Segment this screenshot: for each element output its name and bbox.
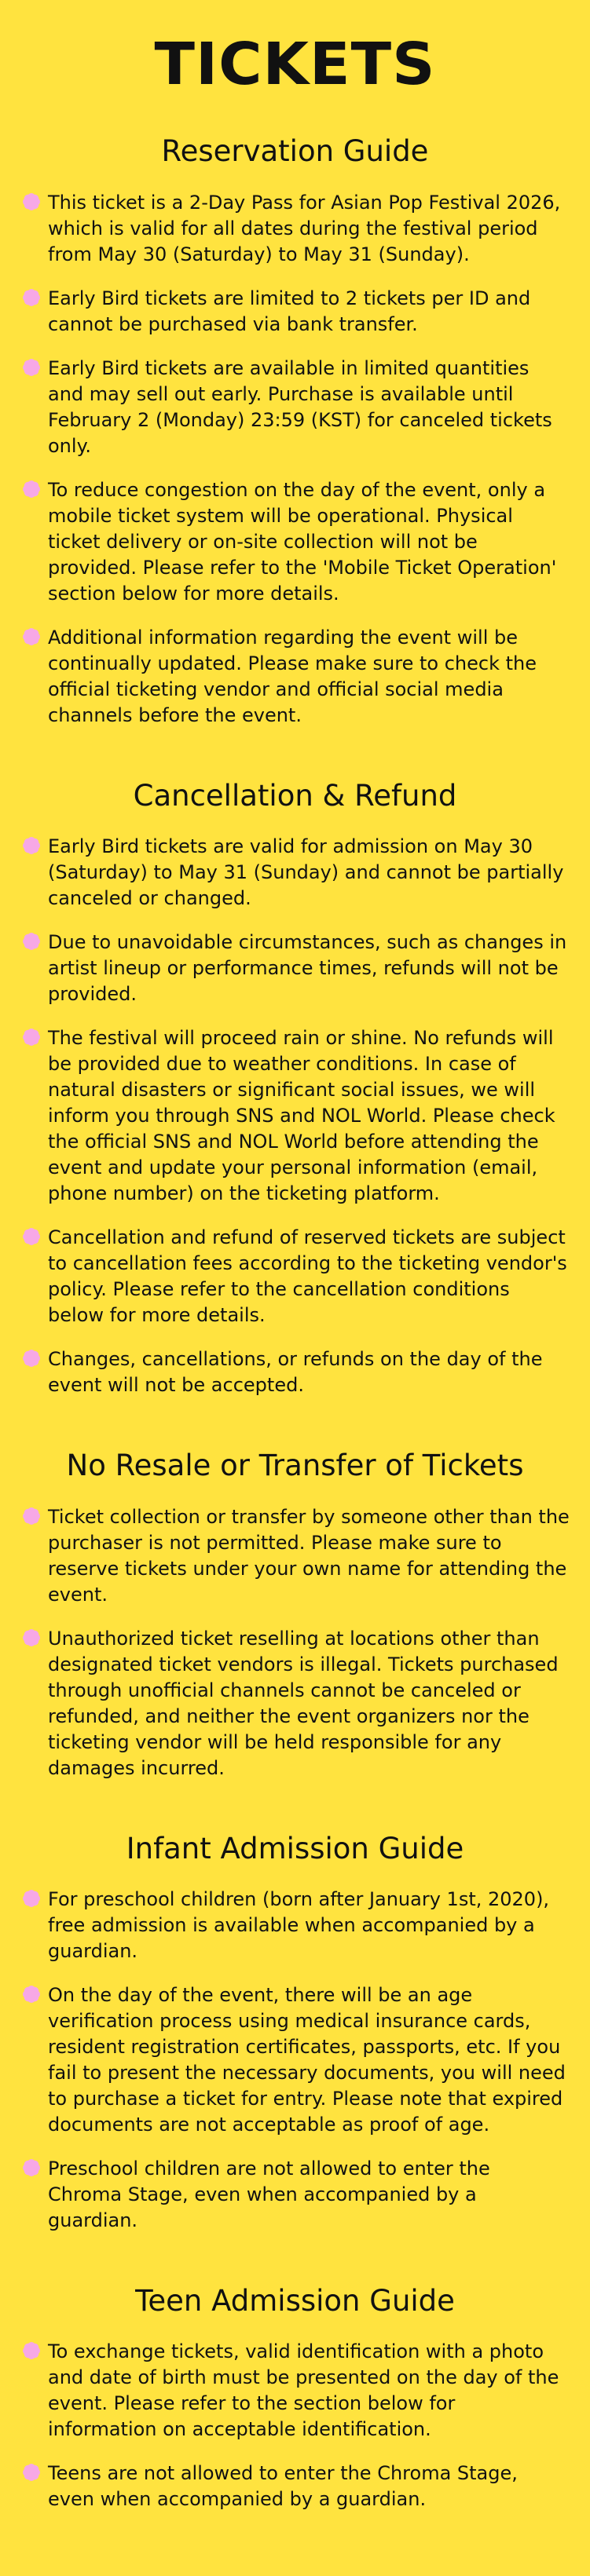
section-3: [20, 1449, 570, 1781]
list-item-text: Cancellation and refund of reserved tickets are subject to cancellation fees according to the ticketing vendor's policy. Please refer to the cancellation conditions below for more details.: [48, 1226, 567, 1327]
pink-flower-bullet-icon: [20, 835, 46, 860]
list-item: [20, 2339, 570, 2443]
list-item: [20, 1626, 570, 1781]
list-item-text: To exchange tickets, valid identification with a photo and date of birth must be presented on the day of the event. Please refer to the section below for information on acceptable identification.: [48, 2340, 559, 2441]
pink-flower-bullet-icon: [20, 287, 46, 312]
list-item-text: This ticket is a 2-Day Pass for Asian Pop Festival 2026, which is valid for all dates during the festival period from May 30 (Saturday) to May 31 (Sunday).: [48, 191, 561, 265]
list-item-text: Changes, cancellations, or refunds on the day of the event will not be accepted.: [48, 1348, 543, 1397]
list-item: [20, 190, 570, 268]
bullet-list: [20, 1887, 570, 2234]
list-item: [20, 1982, 570, 2138]
bullet-list: [20, 2339, 570, 2512]
list-item-text: Teens are not allowed to enter the Chroma Stage, even when accompanied by a guardian.: [48, 2462, 518, 2511]
bullet-list: [20, 1504, 570, 1781]
list-item-text: Early Bird tickets are limited to 2 tickets per ID and cannot be purchased via bank transfer.: [48, 287, 531, 335]
list-item: [20, 1025, 570, 1207]
section-title: Reservation Guide: [161, 134, 429, 169]
bullet-list: [20, 834, 570, 1398]
section-2: [20, 779, 570, 1398]
pink-flower-bullet-icon: [20, 1226, 46, 1251]
list-item: [20, 625, 570, 729]
page-title: TICKETS: [154, 31, 436, 98]
list-item-text: The festival will proceed rain or shine. No refunds will be provided due to weather conditions. In case of natural disasters or significant social issues, we will inform you through SNS and NOL World. Please check the official SNS and NOL World before attending the event and update your personal information (email, phone number) on the ticketing platform.: [48, 1027, 555, 1205]
list-item-text: Ticket collection or transfer by someone other than the purchaser is not permitted. Please make sure to reserve tickets under your own name for attending the event.: [48, 1505, 570, 1606]
list-item-text: Additional information regarding the event will be continually updated. Please make sure to check the official ticketing vendor and official social media channels before the event.: [48, 626, 537, 726]
list-item: [20, 834, 570, 912]
list-item: [20, 1346, 570, 1398]
section-title: Cancellation & Refund: [133, 778, 457, 813]
section-title: Infant Admission Guide: [126, 1831, 464, 1865]
pink-flower-bullet-icon: [20, 191, 46, 216]
list-item: [20, 477, 570, 607]
pink-flower-bullet-icon: [20, 1347, 46, 1372]
list-item: [20, 930, 570, 1007]
list-item: [20, 1225, 570, 1328]
list-item-text: For preschool children (born after January 1st, 2020), free admission is available when accompanied by a guardian.: [48, 1887, 550, 1962]
bullet-list: [20, 190, 570, 729]
pink-flower-bullet-icon: [20, 1983, 46, 2008]
list-item-text: On the day of the event, there will be an age verification process using medical insurance cards, resident registration certificates, passports, etc. If you fail to present the necessary documents, you will need to purchase a ticket for entry. Please note that expired documents are not acceptable as proof of age.: [48, 1983, 566, 2136]
pink-flower-bullet-icon: [20, 626, 46, 651]
pink-flower-bullet-icon: [20, 1887, 46, 1913]
list-item-text: Unauthorized ticket reselling at locations other than designated ticket vendors is illegal. Tickets purchased through unofficial channels cannot be canceled or refunded, and neither the event organizers nor the ticketing vendor will be held responsible for any damages incurred.: [48, 1627, 559, 1779]
list-item-text: Preschool children are not allowed to enter the Chroma Stage, even when accompanied by a guardian.: [48, 2157, 490, 2231]
section-5: [20, 2284, 570, 2512]
list-item: [20, 2156, 570, 2234]
list-item: [20, 356, 570, 459]
pink-flower-bullet-icon: [20, 2157, 46, 2182]
pink-flower-bullet-icon: [20, 2340, 46, 2365]
list-item: [20, 286, 570, 338]
list-item-text: Due to unavoidable circumstances, such as changes in artist lineup or performance times, refunds will not be provided.: [48, 931, 567, 1006]
sections-container: [20, 134, 570, 2512]
list-item: [20, 1504, 570, 1608]
section-4: [20, 1832, 570, 2234]
pink-flower-bullet-icon: [20, 478, 46, 503]
list-item-text: Early Bird tickets are valid for admission on May 30 (Saturday) to May 31 (Sunday) and cannot be partially canceled or changed.: [48, 835, 564, 910]
pink-flower-bullet-icon: [20, 1627, 46, 1652]
pink-flower-bullet-icon: [20, 2461, 46, 2486]
list-item-text: To reduce congestion on the day of the event, only a mobile ticket system will be operational. Physical ticket delivery or on-site collection will not be provided. Please refer to the 'Mobile Ticket Operation' section below for more details.: [48, 478, 557, 605]
list-item: [20, 1887, 570, 1964]
section-1: [20, 134, 570, 728]
list-item: [20, 2461, 570, 2512]
list-item-text: Early Bird tickets are available in limited quantities and may sell out early. Purchase is available until February 2 (Monday) 23:59 (KST) for canceled tickets only.: [48, 356, 552, 457]
pink-flower-bullet-icon: [20, 930, 46, 955]
pink-flower-bullet-icon: [20, 1505, 46, 1530]
pink-flower-bullet-icon: [20, 1026, 46, 1051]
section-title: Teen Admission Guide: [135, 2283, 455, 2318]
section-title: No Resale or Transfer of Tickets: [66, 1449, 524, 1483]
pink-flower-bullet-icon: [20, 356, 46, 382]
